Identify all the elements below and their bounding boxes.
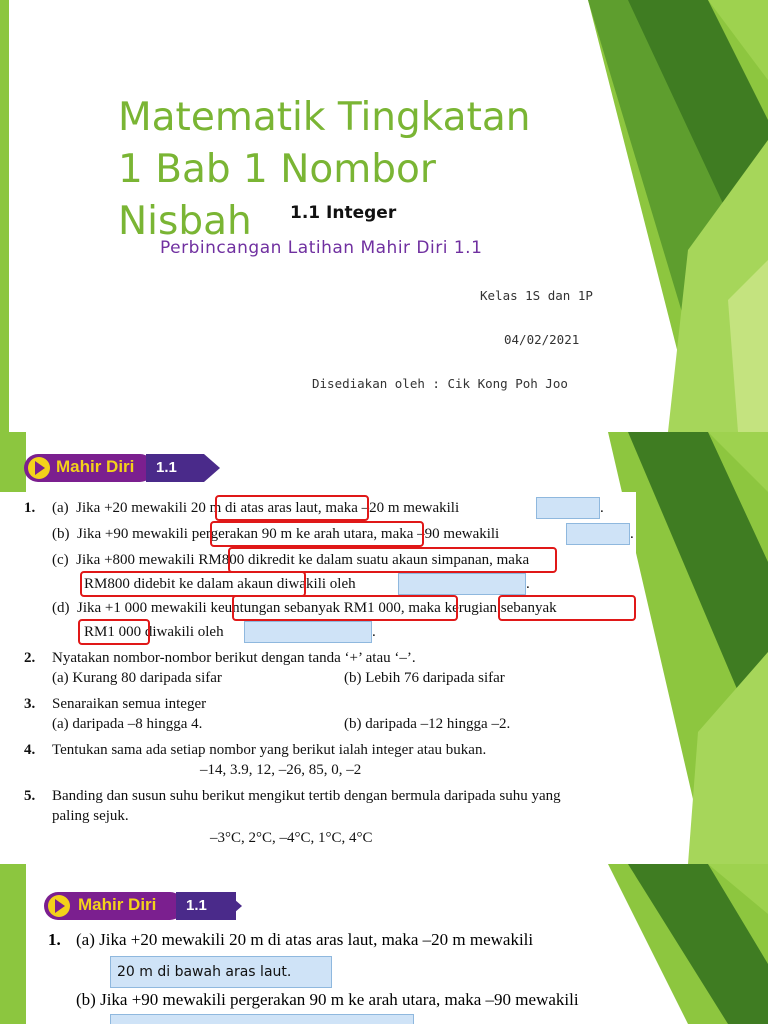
q1b-text: (b) Jika +90 mewakili pergerakan 90 m ke arah utara, maka –90 mewakili: [76, 990, 579, 1009]
q1d-text: (d) Jika +1 000 mewakili keuntungan sebanyak RM1 000, maka kerugian sebanyak: [52, 600, 557, 616]
highlight-box: [228, 547, 557, 573]
left-accent-bar: [0, 0, 9, 432]
q4-values: –14, 3.9, 12, –26, 85, 0, –2: [200, 762, 362, 778]
banner-label: Mahir Diri: [56, 457, 135, 476]
q3b-text: (b) daripada –12 hingga –2.: [344, 716, 511, 732]
q1b-end: .: [630, 526, 634, 542]
q1-number: 1.: [48, 930, 61, 949]
q5-text-line2: paling sejuk.: [52, 808, 129, 824]
q5-text: Banding dan susun suhu berikut mengikut tertib dengan bermula daripada suhu yang: [52, 788, 561, 804]
class-label: Kelas 1S dan 1P: [480, 288, 593, 303]
left-accent-bar: [0, 864, 26, 1024]
highlight-box: [498, 595, 636, 621]
q5-number: 5.: [24, 788, 36, 804]
answer-blank: [244, 621, 372, 643]
question-sheet: [0, 492, 636, 864]
q1-number: 1.: [24, 500, 36, 516]
banner-label: Mahir Diri: [78, 895, 157, 914]
q2a-text: (a) Kurang 80 daripada sifar: [52, 670, 222, 686]
highlight-box: [215, 495, 369, 521]
q1c-text: (c) Jika +800 mewakili RM800 dikredit ke dalam suatu akaun simpanan, maka: [52, 552, 530, 568]
highlight-box: [80, 571, 306, 597]
q2-text: Nyatakan nombor-nombor berikut dengan tanda ‘+’ atau ‘–’.: [52, 650, 416, 666]
play-icon: [28, 457, 50, 479]
section-subtitle: 1.1 Integer: [290, 203, 397, 223]
banner-number: 1.1: [176, 892, 236, 920]
q1d-end: .: [372, 624, 376, 640]
answer-slide: [0, 864, 768, 1024]
answer-blank: [398, 573, 526, 595]
title-slide: [0, 0, 768, 432]
green-facet-decoration: [568, 0, 768, 432]
green-facet-decoration: [568, 864, 768, 1024]
q1a-text: (a) Jika +20 mewakili 20 m di atas aras laut, maka –20 m mewakili: [52, 500, 460, 516]
q1d-line2: RM1 000 diwakili oleh: [84, 624, 224, 640]
presentation-title: Matematik Tingkatan 1 Bab 1 Nombor Nisbah: [118, 95, 531, 244]
q4-text: Tentukan sama ada setiap nombor yang berikut ialah integer atau bukan.: [52, 742, 487, 758]
q2b-text: (b) Lebih 76 daripada sifar: [344, 670, 505, 686]
banner-number: 1.1: [146, 454, 204, 482]
highlight-box: [78, 619, 150, 645]
mahir-diri-banner: [44, 892, 240, 920]
q4-number: 4.: [24, 742, 36, 758]
q3-number: 3.: [24, 696, 36, 712]
q1a-end: .: [600, 500, 604, 516]
q5-values: –3°C, 2°C, –4°C, 1°C, 4°C: [210, 830, 373, 846]
highlight-box: [210, 521, 424, 547]
q3-text: Senaraikan semua integer: [52, 696, 207, 712]
q1b-text: (b) Jika +90 mewakili pergerakan 90 m ke arah utara, maka –90 mewakili: [52, 526, 500, 542]
q3a-text: (a) daripada –8 hingga 4.: [52, 716, 203, 732]
mahir-diri-banner: [24, 454, 204, 482]
q1a-text: (a) Jika +20 mewakili 20 m di atas aras laut, maka –20 m mewakili: [76, 930, 534, 949]
date-label: 04/02/2021: [504, 332, 580, 347]
discussion-heading: Perbincangan Latihan Mahir Diri 1.1: [160, 238, 483, 258]
answer-blank: [536, 497, 600, 519]
play-icon: [48, 895, 70, 917]
author-label: Disediakan oleh : Cik Kong Poh Joo: [312, 376, 568, 391]
q1c-line2: RM800 didebit ke dalam akaun diwakili oleh: [84, 576, 356, 592]
answer-blank: [566, 523, 630, 545]
q1c-end: .: [526, 576, 530, 592]
q2-number: 2.: [24, 650, 36, 666]
highlight-box: [232, 595, 458, 621]
answer-box: 20 m di bawah aras laut.: [110, 956, 332, 988]
exercise-slide: [0, 432, 768, 864]
answer-box: [110, 1014, 414, 1024]
